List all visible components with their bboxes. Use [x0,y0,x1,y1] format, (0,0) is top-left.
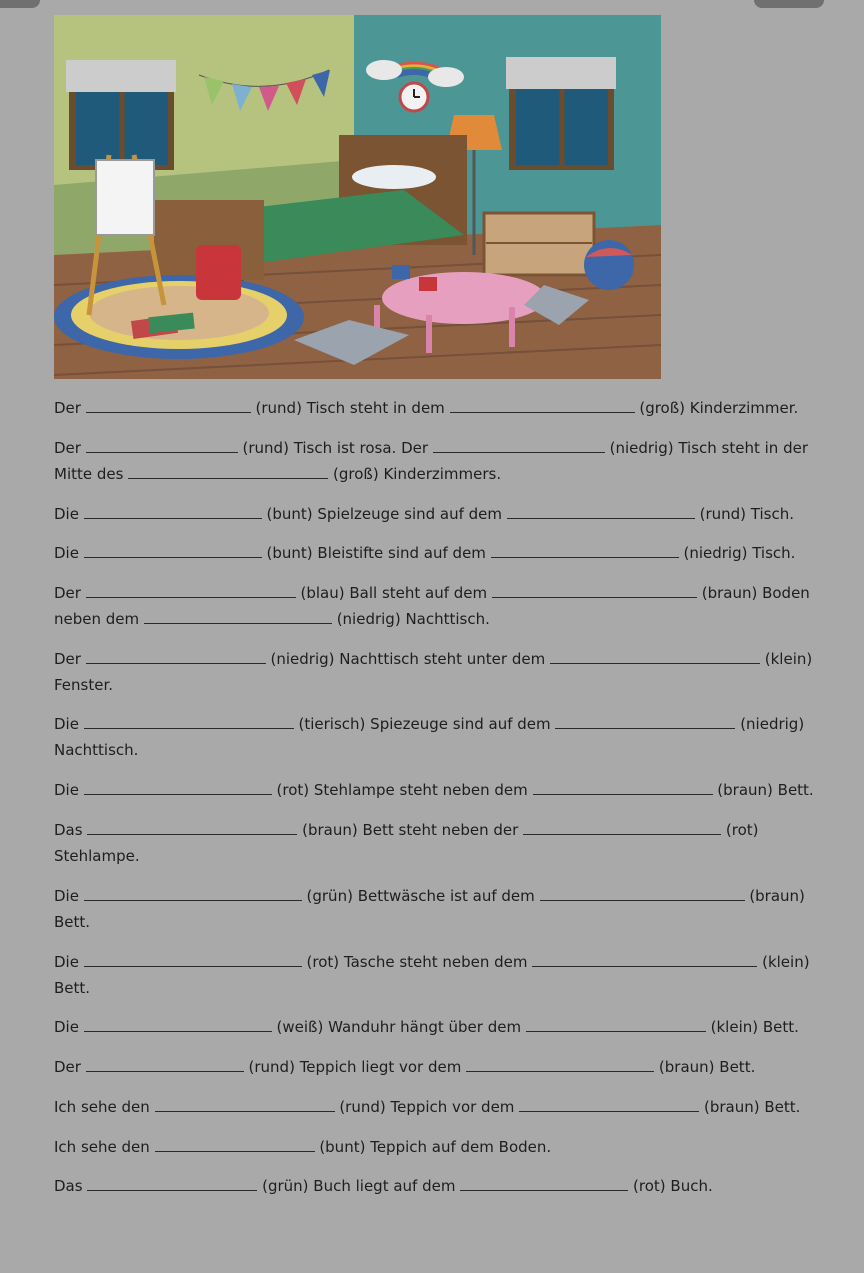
answer-blank[interactable] [523,820,721,835]
sentence-text: Die [54,953,79,971]
answer-blank[interactable] [87,820,297,835]
answer-blank[interactable] [84,780,272,795]
answer-blank[interactable] [86,438,238,453]
answer-blank[interactable] [532,952,757,967]
sentence-text: Bett. [54,979,91,997]
sentence-text: (braun) Bett. [658,1058,756,1076]
sentence-text: Stehlampe. [54,847,140,865]
answer-blank[interactable] [84,543,262,558]
sentence-text: (bunt) Bleistifte sind auf dem [266,544,486,562]
sentence-text: Der [54,439,81,457]
sentence-text: Die [54,505,79,523]
sentence-text: Ich sehe den [54,1138,150,1156]
sentence-text: Die [54,544,79,562]
sentence-line [54,882,805,910]
sentence-line [54,460,501,488]
answer-blank[interactable] [540,886,745,901]
sentence-text: (rot) [725,821,759,839]
answer-blank[interactable] [519,1097,699,1112]
sentence-line [54,539,795,567]
sentence-text: Die [54,781,79,799]
bedroom-illustration [54,15,661,379]
sentence-text: (braun) Bett steht neben der [302,821,519,839]
sentence-text: (rund) Teppich liegt vor dem [248,1058,462,1076]
answer-blank[interactable] [466,1057,654,1072]
answer-blank[interactable] [84,952,302,967]
sentence-text: Der [54,399,81,417]
sentence-text: (grün) Bettwäsche ist auf dem [306,887,535,905]
sentence-text: Fenster. [54,676,114,694]
answer-blank[interactable] [155,1097,335,1112]
sentence-text: Der [54,584,81,602]
sentence-line [54,1133,551,1161]
answer-blank[interactable] [450,398,635,413]
sentence-text: (niedrig) [740,715,805,733]
sentence-line [54,1053,755,1081]
answer-blank[interactable] [533,780,713,795]
right-window [506,57,616,170]
sentence-text: Das [54,1177,83,1195]
sentence-text: (niedrig) Nachttisch. [336,610,490,628]
sentence-text: Mitte des [54,465,124,483]
sentence-text: (klein) [762,953,810,971]
answer-blank[interactable] [84,714,294,729]
sentence-text: (rot) Buch. [633,1177,713,1195]
answer-blank[interactable] [84,1017,272,1032]
sentence-line [54,816,758,844]
answer-blank[interactable] [86,398,251,413]
sentence-line [54,776,814,804]
sentence-text: Die [54,715,79,733]
sentence-line [54,434,808,462]
sentence-text: Die [54,887,79,905]
sentence-line [54,671,113,699]
left-window [66,60,176,170]
sentence-line [54,948,810,976]
sentence-text: (groß) Kinderzimmers. [333,465,502,483]
answer-blank[interactable] [128,464,328,479]
answer-blank[interactable] [491,543,679,558]
sentence-text: (groß) Kinderzimmer. [639,399,799,417]
answer-blank[interactable] [507,504,695,519]
sentence-line [54,1093,800,1121]
sentence-text: (niedrig) Tisch. [683,544,796,562]
sentence-text: (bunt) Spielzeuge sind auf dem [266,505,503,523]
sentence-text: Der [54,650,81,668]
sentence-text: (braun) Bett. [717,781,814,799]
sentence-text: Bett. [54,913,91,931]
answer-blank[interactable] [155,1137,315,1152]
sentence-text: Nachttisch. [54,741,139,759]
sentence-text: neben dem [54,610,140,628]
sentence-line [54,710,804,738]
sentence-text: (rund) Teppich vor dem [339,1098,515,1116]
sentence-text: Die [54,1018,79,1036]
answer-blank[interactable] [144,609,332,624]
sentence-line [54,605,490,633]
sentence-text: (niedrig) Tisch steht in der [609,439,808,457]
sentence-text: (grün) Buch liegt auf dem [262,1177,456,1195]
sentence-text: (braun) Boden [701,584,810,602]
sentence-text: Ich sehe den [54,1098,150,1116]
answer-blank[interactable] [87,1176,257,1191]
answer-blank[interactable] [492,583,697,598]
sentence-text: Das [54,821,83,839]
sentence-line [54,1172,713,1200]
sentence-line [54,908,90,936]
sentence-line [54,1013,799,1041]
sentence-text: (braun) Bett. [703,1098,801,1116]
sentence-line [54,974,90,1002]
sentence-text: (braun) [749,887,805,905]
sentence-text: Der [54,1058,81,1076]
sentence-text: (tierisch) Spiezeuge sind auf dem [298,715,551,733]
sentence-text: (bunt) Teppich auf dem Boden. [319,1138,552,1156]
sentence-line [54,394,798,422]
answer-blank[interactable] [550,649,760,664]
answer-blank[interactable] [84,504,262,519]
answer-blank[interactable] [84,886,302,901]
sentence-line [54,736,138,764]
sentence-text: (rund) Tisch. [699,505,794,523]
sentence-text: (rot) Tasche steht neben dem [306,953,528,971]
sentence-text: (weiß) Wanduhr hängt über dem [276,1018,522,1036]
sentence-text: (rot) Stehlampe steht neben dem [276,781,528,799]
sentence-line [54,645,812,673]
sentence-text: (klein) [764,650,813,668]
top-left-corner [0,0,40,8]
sentence-text: (klein) Bett. [710,1018,799,1036]
answer-blank[interactable] [433,438,605,453]
sentence-text: (blau) Ball steht auf dem [300,584,488,602]
sentence-text: (rund) Tisch steht in dem [255,399,445,417]
sentence-line [54,579,810,607]
answer-blank[interactable] [526,1017,706,1032]
sentence-line [54,500,794,528]
top-right-corner [754,0,824,8]
answer-blank[interactable] [86,583,296,598]
sentence-line [54,842,140,870]
sentence-text: (rund) Tisch ist rosa. Der [242,439,429,457]
answer-blank[interactable] [460,1176,628,1191]
answer-blank[interactable] [555,714,735,729]
answer-blank[interactable] [86,649,266,664]
answer-blank[interactable] [86,1057,244,1072]
sentence-text: (niedrig) Nachttisch steht unter dem [270,650,546,668]
